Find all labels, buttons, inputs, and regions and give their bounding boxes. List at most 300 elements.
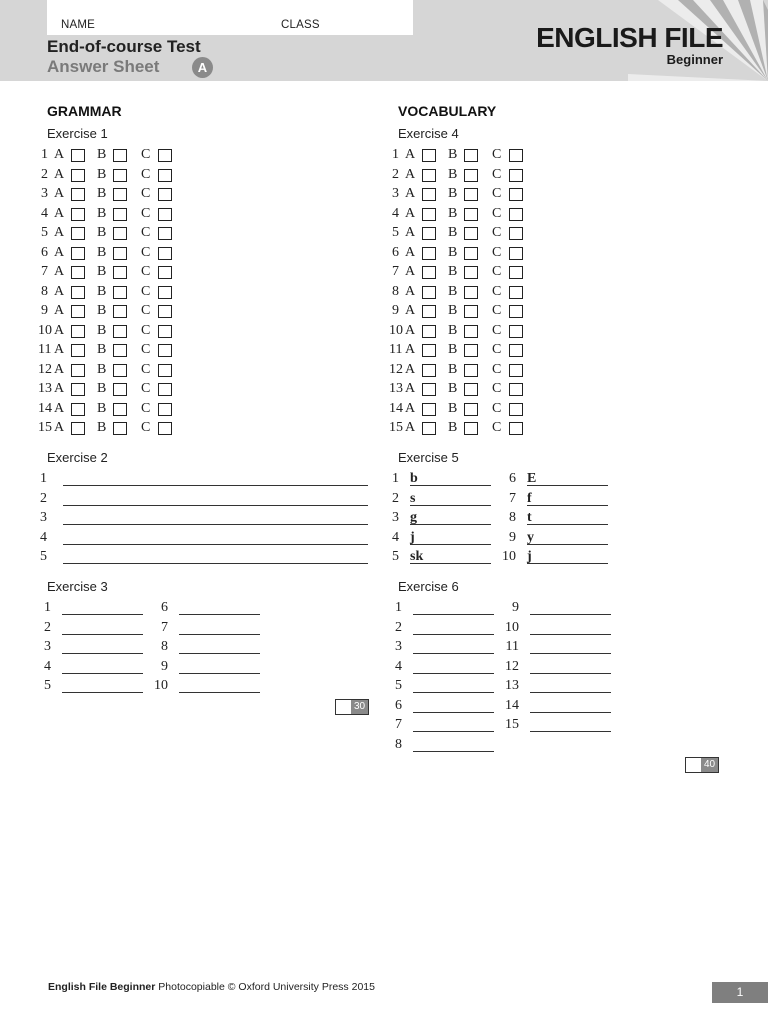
option-checkbox-c[interactable] [158, 266, 172, 279]
option-checkbox-a[interactable] [422, 188, 436, 201]
answer-line[interactable] [62, 620, 143, 635]
option-label-c: C [141, 361, 151, 377]
question-number: 15 [389, 420, 403, 435]
option-checkbox-b[interactable] [464, 305, 478, 318]
option-label-c: C [492, 303, 502, 318]
option-checkbox-c[interactable] [509, 208, 523, 221]
question-number: 7 [509, 490, 516, 506]
class-label: CLASS [281, 19, 320, 31]
option-checkbox-a[interactable] [422, 169, 436, 182]
option-label-b: B [97, 205, 107, 221]
question-number: 5 [40, 549, 47, 564]
question-number: 13 [389, 381, 403, 396]
option-label-c: C [492, 420, 502, 435]
option-checkbox-b[interactable] [113, 422, 127, 435]
answer-line[interactable] [62, 678, 143, 693]
option-label-b: B [448, 283, 458, 299]
word-prefix: y [527, 529, 534, 545]
answer-line[interactable] [179, 600, 260, 615]
answer-row [388, 659, 509, 679]
option-checkbox-a[interactable] [71, 305, 85, 318]
exercise2-title: Exercise 2 [47, 450, 108, 465]
mc-row [389, 264, 529, 283]
option-checkbox-a[interactable] [71, 383, 85, 396]
mc-row [38, 420, 178, 439]
answer-row [38, 491, 368, 511]
answer-line[interactable] [410, 510, 491, 525]
option-checkbox-a[interactable] [422, 305, 436, 318]
option-label-b: B [97, 186, 107, 201]
option-label-b: B [97, 244, 107, 260]
grammar-score-total: 30 [351, 700, 368, 714]
word-prefix: j [527, 549, 532, 564]
option-checkbox-b[interactable] [113, 403, 127, 416]
answer-line[interactable] [530, 600, 611, 615]
option-label-b: B [97, 283, 107, 299]
option-checkbox-b[interactable] [113, 305, 127, 318]
option-checkbox-b[interactable] [464, 286, 478, 299]
option-checkbox-a[interactable] [71, 403, 85, 416]
option-checkbox-b[interactable] [113, 149, 127, 162]
answer-line[interactable] [413, 717, 494, 732]
option-checkbox-a[interactable] [422, 227, 436, 240]
option-checkbox-c[interactable] [509, 403, 523, 416]
answer-line[interactable] [530, 659, 611, 674]
mc-row [38, 362, 178, 381]
option-checkbox-b[interactable] [113, 266, 127, 279]
answer-row [154, 639, 275, 659]
option-label-c: C [492, 400, 502, 416]
answer-row [502, 530, 623, 550]
option-label-c: C [141, 342, 151, 357]
question-number: 4 [44, 658, 51, 674]
mc-row [389, 167, 529, 186]
test-title: End-of-course Test [47, 37, 201, 56]
option-checkbox-b[interactable] [464, 422, 478, 435]
name-class-box[interactable] [47, 0, 413, 35]
option-label-a: A [405, 381, 416, 396]
option-checkbox-a[interactable] [422, 403, 436, 416]
question-number: 10 [389, 322, 403, 338]
mc-row [38, 147, 178, 166]
option-checkbox-a[interactable] [422, 247, 436, 260]
mc-row [38, 323, 178, 342]
option-label-a: A [405, 400, 416, 416]
option-checkbox-a[interactable] [71, 188, 85, 201]
option-label-c: C [492, 361, 502, 377]
answer-row [388, 698, 509, 718]
option-label-b: B [448, 225, 458, 240]
option-checkbox-a[interactable] [422, 266, 436, 279]
question-number: 5 [44, 678, 51, 693]
option-checkbox-b[interactable] [464, 149, 478, 162]
question-number: 5 [41, 225, 48, 240]
option-label-a: A [54, 420, 65, 435]
question-number: 4 [40, 529, 47, 545]
grammar-score-box[interactable] [335, 699, 369, 715]
option-checkbox-b[interactable] [464, 383, 478, 396]
question-number: 9 [512, 600, 519, 615]
option-label-c: C [141, 283, 151, 299]
question-number: 1 [395, 600, 402, 615]
option-checkbox-a[interactable] [422, 422, 436, 435]
answer-line[interactable] [179, 620, 260, 635]
answer-line[interactable] [179, 659, 260, 674]
option-label-a: A [405, 147, 416, 162]
option-label-c: C [141, 264, 151, 279]
option-label-b: B [97, 420, 107, 435]
mc-row [389, 186, 529, 205]
answer-row [388, 639, 509, 659]
mc-row [38, 401, 178, 420]
option-checkbox-a[interactable] [71, 344, 85, 357]
option-label-c: C [492, 283, 502, 299]
answer-line[interactable] [530, 717, 611, 732]
option-label-a: A [405, 303, 416, 318]
option-label-a: A [54, 205, 65, 221]
question-number: 4 [392, 529, 399, 545]
word-prefix: b [410, 471, 418, 486]
answer-line[interactable] [62, 600, 143, 615]
option-checkbox-b[interactable] [464, 188, 478, 201]
option-label-a: A [405, 420, 416, 435]
option-checkbox-a[interactable] [71, 364, 85, 377]
answer-line[interactable] [413, 698, 494, 713]
question-number: 4 [395, 658, 402, 674]
answer-line[interactable] [527, 530, 608, 545]
mc-row [389, 147, 529, 166]
answer-line[interactable] [63, 530, 368, 545]
question-number: 1 [44, 600, 51, 615]
option-checkbox-a[interactable] [71, 422, 85, 435]
page-number: 1 [712, 982, 768, 1003]
question-number: 6 [161, 600, 168, 615]
option-label-b: B [448, 205, 458, 221]
mc-row [38, 225, 178, 244]
option-checkbox-c[interactable] [158, 422, 172, 435]
option-checkbox-c[interactable] [158, 344, 172, 357]
option-label-b: B [97, 264, 107, 279]
answer-line[interactable] [413, 737, 494, 752]
mc-row [389, 342, 529, 361]
question-number: 15 [38, 420, 52, 435]
option-checkbox-b[interactable] [113, 286, 127, 299]
option-checkbox-c[interactable] [509, 286, 523, 299]
answer-line[interactable] [413, 620, 494, 635]
option-checkbox-b[interactable] [464, 247, 478, 260]
question-number: 6 [509, 471, 516, 486]
question-number: 4 [41, 205, 48, 221]
option-label-a: A [405, 186, 416, 201]
question-number: 6 [392, 244, 399, 260]
answer-line[interactable] [179, 678, 260, 693]
option-checkbox-a[interactable] [422, 383, 436, 396]
mc-row [389, 206, 529, 225]
option-checkbox-a[interactable] [71, 266, 85, 279]
option-label-b: B [448, 361, 458, 377]
footer-copyright [48, 981, 375, 993]
mc-row [38, 342, 178, 361]
answer-row [385, 471, 506, 491]
answer-row [502, 471, 623, 491]
option-checkbox-b[interactable] [464, 325, 478, 338]
option-checkbox-b[interactable] [464, 364, 478, 377]
answer-line[interactable] [62, 639, 143, 654]
option-checkbox-a[interactable] [71, 325, 85, 338]
option-label-b: B [97, 361, 107, 377]
question-number: 8 [41, 283, 48, 299]
mc-row [389, 381, 529, 400]
answer-line[interactable] [63, 491, 368, 506]
option-checkbox-b[interactable] [464, 403, 478, 416]
question-number: 6 [41, 244, 48, 260]
answer-line[interactable] [527, 471, 608, 486]
answer-row [388, 600, 509, 620]
question-number: 9 [161, 658, 168, 674]
version-badge: A [192, 57, 213, 78]
option-checkbox-c[interactable] [158, 208, 172, 221]
option-checkbox-c[interactable] [509, 227, 523, 240]
answer-line[interactable] [413, 678, 494, 693]
option-checkbox-c[interactable] [158, 325, 172, 338]
option-checkbox-b[interactable] [464, 266, 478, 279]
answer-row [505, 678, 626, 698]
option-checkbox-a[interactable] [422, 364, 436, 377]
option-checkbox-a[interactable] [422, 325, 436, 338]
option-checkbox-c[interactable] [509, 188, 523, 201]
option-checkbox-b[interactable] [113, 344, 127, 357]
option-label-a: A [405, 342, 416, 357]
question-number: 10 [38, 322, 52, 338]
option-checkbox-c[interactable] [509, 364, 523, 377]
option-label-c: C [141, 166, 151, 182]
answer-line[interactable] [413, 659, 494, 674]
header-banner [0, 0, 768, 81]
answer-line[interactable] [527, 491, 608, 506]
grammar-heading: GRAMMAR [47, 103, 122, 119]
answer-line[interactable] [530, 678, 611, 693]
question-number: 5 [392, 225, 399, 240]
answer-row [38, 549, 368, 569]
option-checkbox-c[interactable] [158, 188, 172, 201]
answer-line[interactable] [63, 510, 368, 525]
option-checkbox-c[interactable] [509, 266, 523, 279]
answer-line[interactable] [63, 549, 368, 564]
answer-row [37, 639, 158, 659]
answer-line[interactable] [410, 471, 491, 486]
option-checkbox-b[interactable] [113, 188, 127, 201]
option-label-a: A [54, 244, 65, 260]
option-checkbox-b[interactable] [464, 344, 478, 357]
answer-line[interactable] [413, 639, 494, 654]
question-number: 6 [395, 697, 402, 713]
answer-row [388, 678, 509, 698]
option-label-b: B [448, 381, 458, 396]
option-label-b: B [448, 147, 458, 162]
option-checkbox-c[interactable] [158, 403, 172, 416]
option-label-b: B [97, 400, 107, 416]
answer-row [388, 737, 509, 757]
question-number: 10 [154, 678, 168, 693]
mc-row [389, 245, 529, 264]
option-checkbox-b[interactable] [113, 208, 127, 221]
option-label-c: C [492, 322, 502, 338]
vocabulary-heading: VOCABULARY [398, 103, 497, 119]
answer-line[interactable] [179, 639, 260, 654]
answer-line[interactable] [530, 698, 611, 713]
mc-row [389, 420, 529, 439]
option-checkbox-c[interactable] [158, 227, 172, 240]
option-label-a: A [54, 322, 65, 338]
option-checkbox-b[interactable] [113, 364, 127, 377]
option-label-c: C [492, 186, 502, 201]
question-number: 9 [41, 303, 48, 318]
answer-row [505, 698, 626, 718]
option-label-a: A [54, 400, 65, 416]
option-checkbox-a[interactable] [422, 286, 436, 299]
answer-row [502, 549, 623, 569]
option-label-a: A [405, 166, 416, 182]
answer-row [502, 491, 623, 511]
option-checkbox-c[interactable] [509, 149, 523, 162]
answer-line[interactable] [530, 620, 611, 635]
exercise4-title: Exercise 4 [398, 126, 459, 141]
option-label-b: B [448, 400, 458, 416]
option-checkbox-c[interactable] [158, 286, 172, 299]
option-label-b: B [448, 322, 458, 338]
answer-row [38, 471, 368, 491]
option-checkbox-b[interactable] [113, 383, 127, 396]
option-label-a: A [405, 322, 416, 338]
question-number: 10 [502, 549, 516, 564]
option-checkbox-a[interactable] [422, 149, 436, 162]
answer-line[interactable] [62, 659, 143, 674]
mc-row [389, 401, 529, 420]
answer-row [37, 620, 158, 640]
answer-line[interactable] [530, 639, 611, 654]
option-checkbox-c[interactable] [509, 169, 523, 182]
option-checkbox-c[interactable] [158, 383, 172, 396]
vocabulary-score-box[interactable] [685, 757, 719, 773]
mc-row [38, 245, 178, 264]
option-checkbox-a[interactable] [422, 208, 436, 221]
answer-line[interactable] [410, 491, 491, 506]
option-checkbox-a[interactable] [71, 247, 85, 260]
question-number: 2 [40, 490, 47, 506]
answer-line[interactable] [410, 530, 491, 545]
option-label-c: C [141, 244, 151, 260]
option-checkbox-c[interactable] [509, 344, 523, 357]
option-checkbox-b[interactable] [464, 208, 478, 221]
option-checkbox-b[interactable] [464, 227, 478, 240]
option-label-c: C [141, 381, 151, 396]
answer-line[interactable] [527, 510, 608, 525]
option-label-a: A [54, 283, 65, 299]
answer-row [385, 491, 506, 511]
option-checkbox-c[interactable] [509, 422, 523, 435]
question-number: 13 [38, 381, 52, 396]
question-number: 8 [395, 736, 402, 752]
question-number: 8 [392, 283, 399, 299]
answer-line[interactable] [63, 471, 368, 486]
question-number: 1 [41, 147, 48, 162]
option-checkbox-b[interactable] [113, 169, 127, 182]
answer-row [38, 530, 368, 550]
question-number: 1 [40, 471, 47, 486]
option-checkbox-a[interactable] [71, 208, 85, 221]
option-label-a: A [405, 205, 416, 221]
option-checkbox-b[interactable] [113, 325, 127, 338]
option-checkbox-b[interactable] [113, 247, 127, 260]
exercise6-title: Exercise 6 [398, 579, 459, 594]
question-number: 13 [505, 678, 519, 693]
option-checkbox-c[interactable] [158, 305, 172, 318]
option-checkbox-c[interactable] [509, 383, 523, 396]
option-checkbox-c[interactable] [509, 325, 523, 338]
question-number: 11 [505, 639, 519, 654]
option-label-c: C [492, 264, 502, 279]
answer-line[interactable] [413, 600, 494, 615]
vocabulary-score-total: 40 [701, 758, 718, 772]
question-number: 14 [505, 697, 519, 713]
answer-line[interactable] [527, 549, 608, 564]
option-checkbox-c[interactable] [509, 247, 523, 260]
option-checkbox-c[interactable] [158, 247, 172, 260]
question-number: 9 [509, 529, 516, 545]
question-number: 11 [389, 342, 403, 357]
option-checkbox-b[interactable] [113, 227, 127, 240]
question-number: 11 [38, 342, 52, 357]
option-checkbox-a[interactable] [422, 344, 436, 357]
option-checkbox-b[interactable] [464, 169, 478, 182]
question-number: 14 [38, 400, 52, 416]
answer-row [154, 659, 275, 679]
option-checkbox-c[interactable] [509, 305, 523, 318]
option-label-a: A [405, 225, 416, 240]
option-checkbox-a[interactable] [71, 286, 85, 299]
mc-row [38, 303, 178, 322]
option-checkbox-c[interactable] [158, 364, 172, 377]
mc-row [389, 323, 529, 342]
answer-row [38, 510, 368, 530]
option-label-b: B [448, 264, 458, 279]
question-number: 4 [392, 205, 399, 221]
option-label-c: C [492, 205, 502, 221]
question-number: 1 [392, 147, 399, 162]
answer-row [388, 620, 509, 640]
answer-row [385, 530, 506, 550]
answer-row [154, 600, 275, 620]
mc-row [38, 186, 178, 205]
option-checkbox-a[interactable] [71, 149, 85, 162]
mc-row [389, 362, 529, 381]
question-number: 10 [505, 619, 519, 635]
answer-line[interactable] [410, 549, 491, 564]
option-checkbox-a[interactable] [71, 169, 85, 182]
answer-sheet-title: Answer Sheet [47, 57, 160, 76]
question-number: 12 [389, 361, 403, 377]
option-label-a: A [54, 303, 65, 318]
option-checkbox-c[interactable] [158, 169, 172, 182]
option-label-b: B [97, 225, 107, 240]
footer-text: Photocopiable © Oxford University Press 2015 [158, 981, 375, 993]
question-number: 2 [392, 166, 399, 182]
option-label-b: B [97, 303, 107, 318]
option-checkbox-a[interactable] [71, 227, 85, 240]
option-checkbox-c[interactable] [158, 149, 172, 162]
option-label-c: C [492, 166, 502, 182]
option-label-c: C [141, 225, 151, 240]
